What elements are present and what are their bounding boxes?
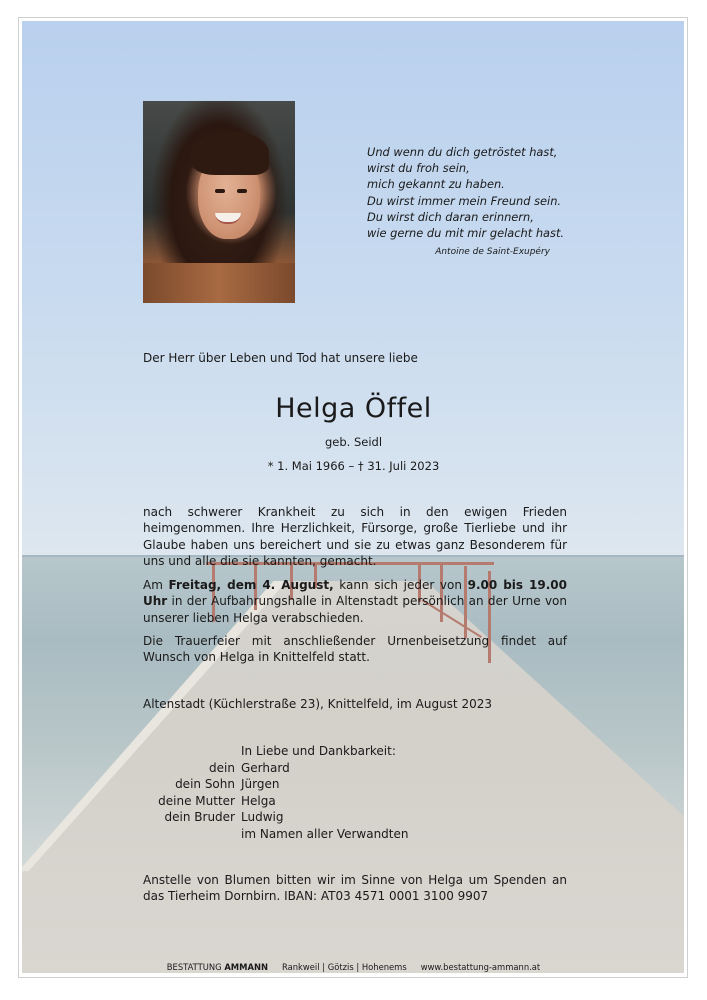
portrait-eye bbox=[215, 189, 225, 193]
portrait-hair bbox=[191, 131, 269, 175]
portrait-shirt bbox=[143, 263, 295, 303]
quote-line: wie gerne du mit mir gelacht hast. bbox=[367, 226, 565, 241]
quote bbox=[367, 144, 567, 241]
signature-row bbox=[143, 793, 409, 810]
viewing-day: Freitag, dem 4. August, bbox=[168, 578, 334, 592]
quote-line: wirst du froh sein, bbox=[367, 161, 470, 176]
viewing-text: Am bbox=[143, 578, 169, 592]
footer bbox=[0, 962, 707, 972]
quote-line: Du wirst immer mein Freund sein. bbox=[367, 193, 562, 208]
signature-row bbox=[143, 826, 409, 843]
signature-relation: dein Bruder bbox=[164, 810, 235, 825]
signature-name: Gerhard bbox=[241, 760, 290, 775]
portrait-eye bbox=[237, 189, 247, 193]
intro-text: Der Herr über Leben und Tod hat unsere liebe bbox=[143, 351, 418, 365]
signature-row bbox=[143, 809, 409, 826]
quote-line: Und wenn du dich getröstet hast, bbox=[367, 145, 558, 159]
donation-note: Anstelle von Blumen bitten wir im Sinne von Helga um Spenden an das Tierheim Dornbirn. IBAN: AT03 4571 0001 3100 9907 bbox=[143, 873, 567, 904]
signature-name: Helga bbox=[241, 793, 276, 808]
paragraph-funeral: Die Trauerfeier mit anschließender Urnenbeisetzung findet auf Wunsch von Helga in Knittelfeld statt. bbox=[143, 634, 567, 665]
signature-relation: dein bbox=[209, 760, 235, 775]
funeral-home-brand: BESTATTUNG AMMANN bbox=[166, 962, 268, 972]
signature-relation: deine Mutter bbox=[158, 793, 235, 808]
signature-name: Jürgen bbox=[241, 777, 280, 792]
signature-row bbox=[143, 776, 409, 793]
paragraph-passing: nach schwerer Krankheit zu sich in den ewigen Frieden heimgenommen. Ihre Herzlichkeit, Fürsorge, große Tierliebe und ihr Glaube haben uns bereichert und sie zu etwas ganz Besonderem für uns und alle die sie kannten, gemacht. bbox=[143, 505, 567, 569]
signature-row bbox=[143, 760, 409, 777]
signature-heading: In Liebe und Dankbarkeit: bbox=[241, 744, 396, 758]
viewing-text: kann sich jeder von bbox=[333, 578, 468, 592]
viewing-time: 9.00 bis 19.00 Uhr bbox=[143, 578, 567, 609]
place-date: Altenstadt (Küchlerstraße 23), Knittelfeld, im August 2023 bbox=[143, 697, 492, 711]
signature-relation: dein Sohn bbox=[175, 777, 235, 792]
maiden-name: geb. Seidl bbox=[324, 435, 383, 449]
funeral-home-website[interactable]: www.bestattung-ammann.at bbox=[420, 962, 541, 972]
paragraph-viewing bbox=[143, 577, 567, 626]
signature-name: im Namen aller Verwandten bbox=[241, 826, 409, 841]
quote-author: Antoine de Saint-Exupéry bbox=[435, 247, 550, 257]
signatures bbox=[143, 743, 409, 843]
signature-name: Ludwig bbox=[241, 810, 284, 825]
deceased-name: Helga Öffel bbox=[275, 393, 432, 424]
quote-line: mich gekannt zu haben. bbox=[367, 177, 505, 192]
viewing-text: in der Aufbahrungshalle in Altenstadt persönlich an der Urne von unserer lieben Helga verabschieden. bbox=[143, 594, 567, 625]
portrait-photo bbox=[143, 101, 295, 303]
quote-line: Du wirst dich daran erinnern, bbox=[367, 209, 534, 224]
signature-relation bbox=[143, 826, 241, 843]
signature-heading-row bbox=[143, 743, 409, 760]
life-dates: * 1. Mai 1966 – † 31. Juli 2023 bbox=[267, 459, 440, 473]
funeral-home-locations: Rankweil | Götzis | Hohenems bbox=[281, 962, 407, 972]
